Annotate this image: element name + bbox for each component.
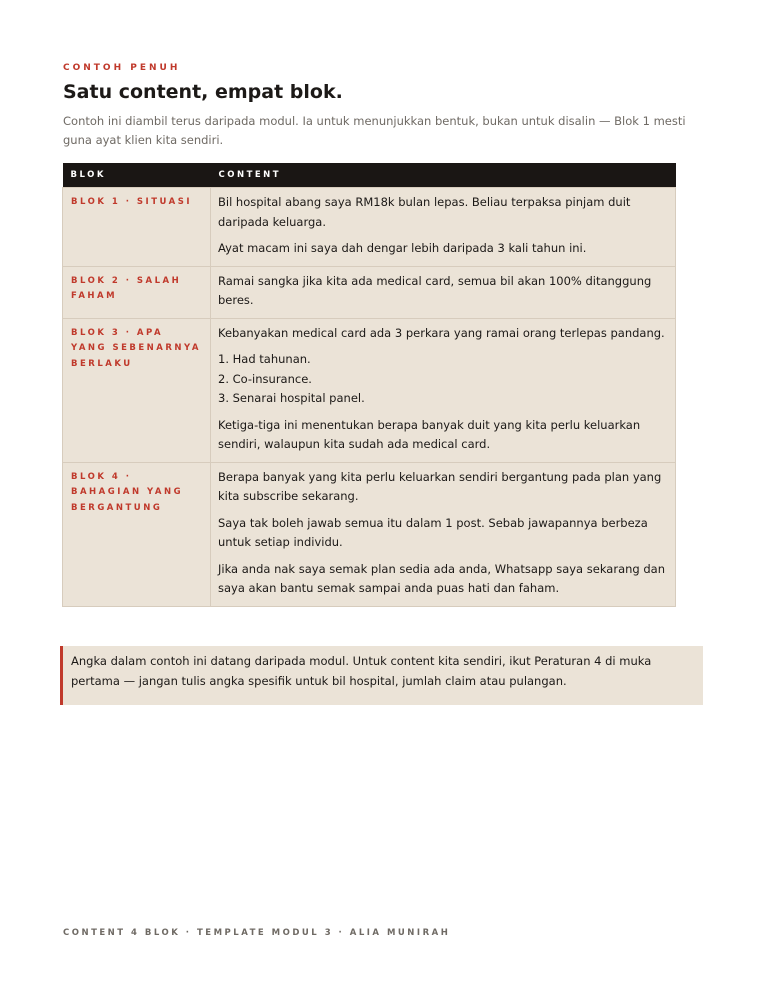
content-list: [218, 350, 667, 409]
content-paragraph: Jika anda nak saya semak plan sedia ada anda, Whatsapp saya sekarang dan saya akan bantu semak sampai anda puas hati dan faham.: [218, 561, 665, 595]
list-item: 2. Co-insurance.: [218, 371, 312, 386]
table-row: [63, 266, 676, 318]
blok-content: [211, 266, 676, 318]
intro-text: Contoh ini diambil terus daripada modul. Ia untuk menunjukkan bentuk, bukan untuk disalin — Blok 1 mesti guna ayat klien kita sendiri.: [63, 114, 686, 147]
blok-label: BLOK 3 · APA YANG SEBENARNYA BERLAKU: [63, 318, 211, 462]
blok-label: BLOK 4 · BAHAGIAN YANG BERGANTUNG: [63, 462, 211, 606]
blok-content: [211, 188, 676, 267]
blok-label: BLOK 2 · SALAH FAHAM: [63, 266, 211, 318]
page-footer: CONTENT 4 BLOK · TEMPLATE MODUL 3 · ALIA MUNIRAH: [63, 928, 451, 938]
content-paragraph: Kebanyakan medical card ada 3 perkara yang ramai orang terlepas pandang.: [218, 325, 665, 340]
blok-label: BLOK 1 · SITUASI: [63, 188, 211, 267]
blok-content: [211, 318, 676, 462]
table-row: [63, 318, 676, 462]
list-item: 1. Had tahunan.: [218, 352, 311, 366]
table-row: [63, 188, 676, 267]
note-callout: Angka dalam contoh ini datang daripada modul. Untuk content kita sendiri, ikut Peraturan 4 di muka pertama — jangan tulis angka spesifik untuk bil hospital, jumlah claim atau pulangan.: [60, 646, 703, 705]
table-header-row: [63, 163, 676, 188]
content-paragraph: Ayat macam ini saya dah dengar lebih daripada 3 kali tahun ini.: [218, 241, 587, 255]
section-eyebrow: CONTOH PENUH: [63, 63, 181, 73]
page-title: Satu content, empat blok.: [63, 81, 343, 103]
table-row: [63, 462, 676, 606]
content-paragraph: Ramai sangka jika kita ada medical card, semua bil akan 100% ditanggung beres.: [218, 273, 652, 307]
blok-content: [211, 462, 676, 606]
content-paragraph: Berapa banyak yang kita perlu keluarkan sendiri bergantung pada plan yang kita subscribe sekarang.: [218, 469, 662, 503]
blocks-table: [62, 163, 676, 607]
content-paragraph: Saya tak boleh jawab semua itu dalam 1 post. Sebab jawapannya berbeza untuk setiap individu.: [218, 515, 648, 549]
list-item: 3. Senarai hospital panel.: [218, 391, 365, 405]
content-paragraph: Ketiga-tiga ini menentukan berapa banyak duit yang kita perlu keluarkan sendiri, walaupun kita sudah ada medical card.: [218, 417, 641, 451]
header-content: CONTENT: [211, 163, 676, 188]
header-blok: BLOK: [63, 163, 211, 188]
content-paragraph: Bil hospital abang saya RM18k bulan lepas. Beliau terpaksa pinjam duit daripada keluarga.: [218, 195, 631, 229]
